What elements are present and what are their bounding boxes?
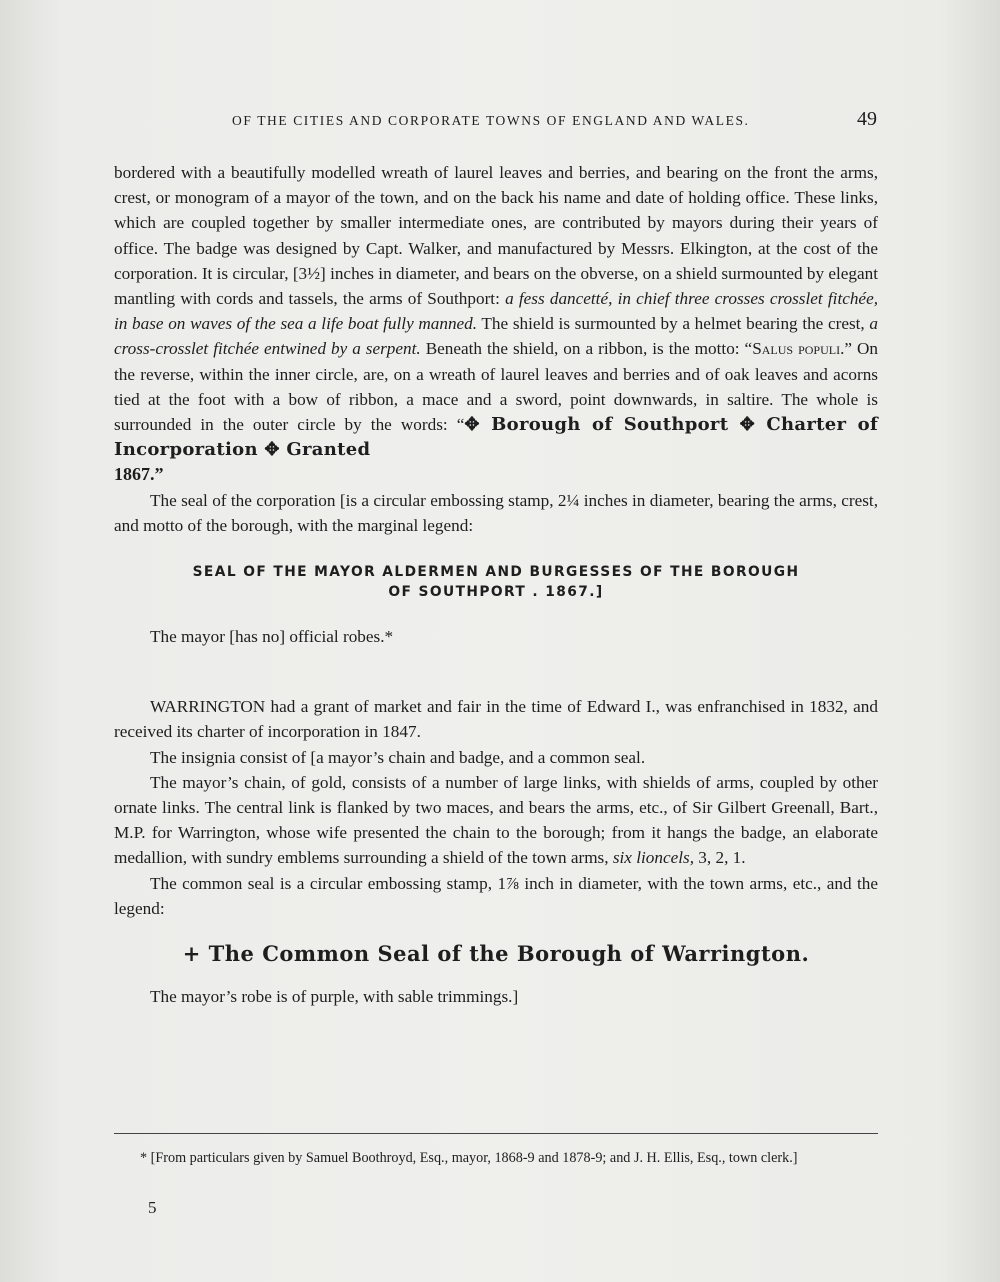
text-run: Beneath the shield, on a ribbon, is the motto: “	[420, 339, 753, 359]
body-text	[114, 160, 878, 1009]
warrington-intro-paragraph: WARRINGTON had a grant of market and fair in the time of Edward I., was enfranchised in 1832, and received its charter of incorporation in 1847.	[114, 697, 878, 742]
text-run: 3, 2, 1.	[694, 848, 746, 868]
seal-legend-line-1: SEAL OF THE MAYOR ALDERMEN AND BURGESSES OF THE BOROUGH	[192, 564, 800, 581]
southport-seal-legend	[114, 562, 878, 602]
blazon-crest: a cross-crosslet fitchée entwined by a serpent.	[114, 314, 878, 359]
page-number: 49	[857, 108, 877, 130]
text-run: The shield is surmounted by a helmet bearing the crest,	[477, 314, 870, 334]
southport-seal-paragraph: The seal of the corporation [is a circular embossing stamp, 2¼ inches in diameter, bearing the arms, crest, and motto of the borough, with the marginal legend:	[114, 490, 878, 535]
southport-robes-paragraph: The mayor [has no] official robes.*	[150, 627, 394, 647]
page-header	[0, 108, 1000, 135]
southport-badge-paragraph	[114, 160, 878, 488]
blazon-arms: a fess dancetté, in chief three crosses crosslet fitchée, in base on waves of the sea a life boat fully manned.	[114, 289, 878, 334]
badge-year: 1867.”	[114, 464, 164, 485]
warrington-seal-legend: + The Common Seal of the Borough of Warrington.	[182, 941, 810, 967]
warrington-seal-paragraph: The common seal is a circular embossing stamp, 1⅞ inch in diameter, with the town arms, etc., and the legend:	[114, 873, 878, 918]
footnote	[114, 1148, 880, 1169]
text-run: ” On the reverse, within the inner circle, are, on a wreath of laurel leaves and berries and of oak leaves and acorns tied at the foot with a bow of ribbon, a mace and a sword, point downwards, in saltire. The whole is surrounded in the outer circle by the words: “	[114, 339, 878, 435]
warrington-robe-paragraph: The mayor’s robe is of purple, with sable trimmings.]	[150, 987, 519, 1007]
motto: Salus populi.	[752, 339, 845, 359]
footnote-rule	[114, 1133, 878, 1134]
running-head: OF THE CITIES AND CORPORATE TOWNS OF ENGLAND AND WALES.	[232, 113, 750, 128]
signature-mark: 5	[148, 1198, 157, 1217]
footnote-text: * [From particulars given by Samuel Boothroyd, Esq., mayor, 1868-9 and 1878-9; and J. H. Ellis, Esq., town clerk.]	[140, 1150, 798, 1166]
badge-legend: ✥ Borough of Southport ✥ Charter of Incorporation ✥ Granted	[114, 414, 878, 461]
section-gap	[114, 649, 878, 694]
warrington-chain-paragraph	[114, 770, 878, 871]
text-run: bordered with a beautifully modelled wreath of laurel leaves and berries, and bearing on the front the arms, crest, or monogram of a mayor of the town, and on the back his name and date of holding office. These links, which are coupled together by smaller intermediate ones, are contributed by mayors during their years of office. The badge was designed by Capt. Walker, and manufactured by Messrs. Elkington, at the cost of the corporation. It is circular, [3½] inches in diameter, and bears on the obverse, on a shield surmounted by elegant mantling with cords and tassels, the arms of Southport:	[114, 163, 878, 309]
blazon-lioncels: six lioncels,	[612, 848, 694, 868]
seal-legend-line-2: OF SOUTHPORT . 1867.]	[388, 584, 604, 601]
warrington-insignia-paragraph: The insignia consist of [a mayor’s chain and badge, and a common seal.	[150, 747, 646, 767]
text-run: The mayor’s chain, of gold, consists of a number of large links, with shields of arms, coupled by other ornate links. The central link is flanked by two maces, and bears the arms, etc., of Sir Gilbert Greenall, Bart., M.P. for Warrington, whose wife presented the chain to the borough; from it hangs the badge, an elaborate medallion, with sundry emblems surrounding a shield of the town arms,	[114, 772, 878, 868]
